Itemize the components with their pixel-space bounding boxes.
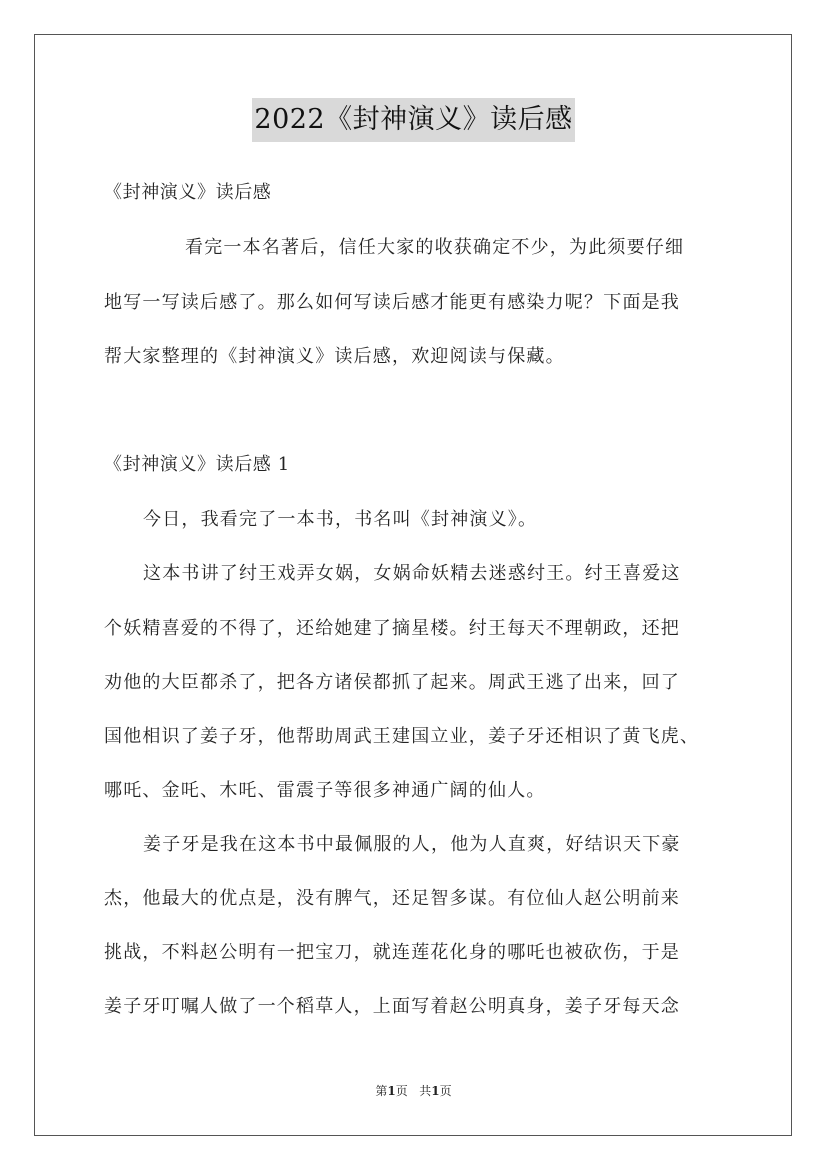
body-line: 这本书讲了纣王戏弄女娲，女娲命妖精去迷惑纣王。纣王喜爱这 [143, 563, 681, 584]
body-line: 姜子牙叮嘱人做了一个稻草人，上面写着赵公明真身，姜子牙每天念 [104, 996, 680, 1017]
body-line: 个妖精喜爱的不得了，还给她建了摘星楼。纣王每天不理朝政，还把 [104, 618, 680, 639]
footer-total-pages: 1 [431, 1084, 440, 1098]
intro-line: 看完一本名著后，信任大家的收获确定不少，为此须要仔细 [185, 237, 685, 258]
body-line: 劝他的大臣都杀了，把各方诸侯都抓了起来。周武王逃了出来，回了 [104, 672, 680, 693]
body-line: 哪吒、金吒、木吒、雷震子等很多神通广阔的仙人。 [104, 780, 546, 801]
footer-total-unit: 页 [439, 1084, 452, 1098]
footer-prefix: 第 [375, 1084, 388, 1098]
footer-total-prefix: 共 [419, 1084, 432, 1098]
document-subtitle: 《封神演义》读后感 [104, 182, 272, 203]
body-line: 姜子牙是我在这本书中最佩服的人，他为人直爽，好结识天下豪 [143, 834, 681, 855]
title-container [0, 98, 827, 142]
page-footer [0, 1083, 827, 1099]
section-heading: 《封神演义》读后感 1 [104, 454, 290, 475]
body-line: 挑战，不料赵公明有一把宝刀，就连莲花化身的哪吒也被砍伤，于是 [104, 942, 680, 963]
footer-page-unit: 页 [395, 1084, 408, 1098]
intro-line: 地写一写读后感了。那么如何写读后感才能更有感染力呢？下面是我 [104, 292, 680, 313]
body-line: 杰，他最大的优点是，没有脾气，还足智多谋。有位仙人赵公明前来 [104, 888, 680, 909]
body-line: 今日，我看完了一本书，书名叫《封神演义》。 [143, 509, 538, 530]
body-line: 国他相识了姜子牙，他帮助周武王建国立业，姜子牙还相识了黄飞虎、 [104, 726, 700, 747]
document-title: 2022《封神演义》读后感 [252, 98, 574, 142]
footer-page-number: 1 [387, 1084, 396, 1098]
intro-line: 帮大家整理的《封神演义》读后感，欢迎阅读与保藏。 [104, 346, 565, 367]
